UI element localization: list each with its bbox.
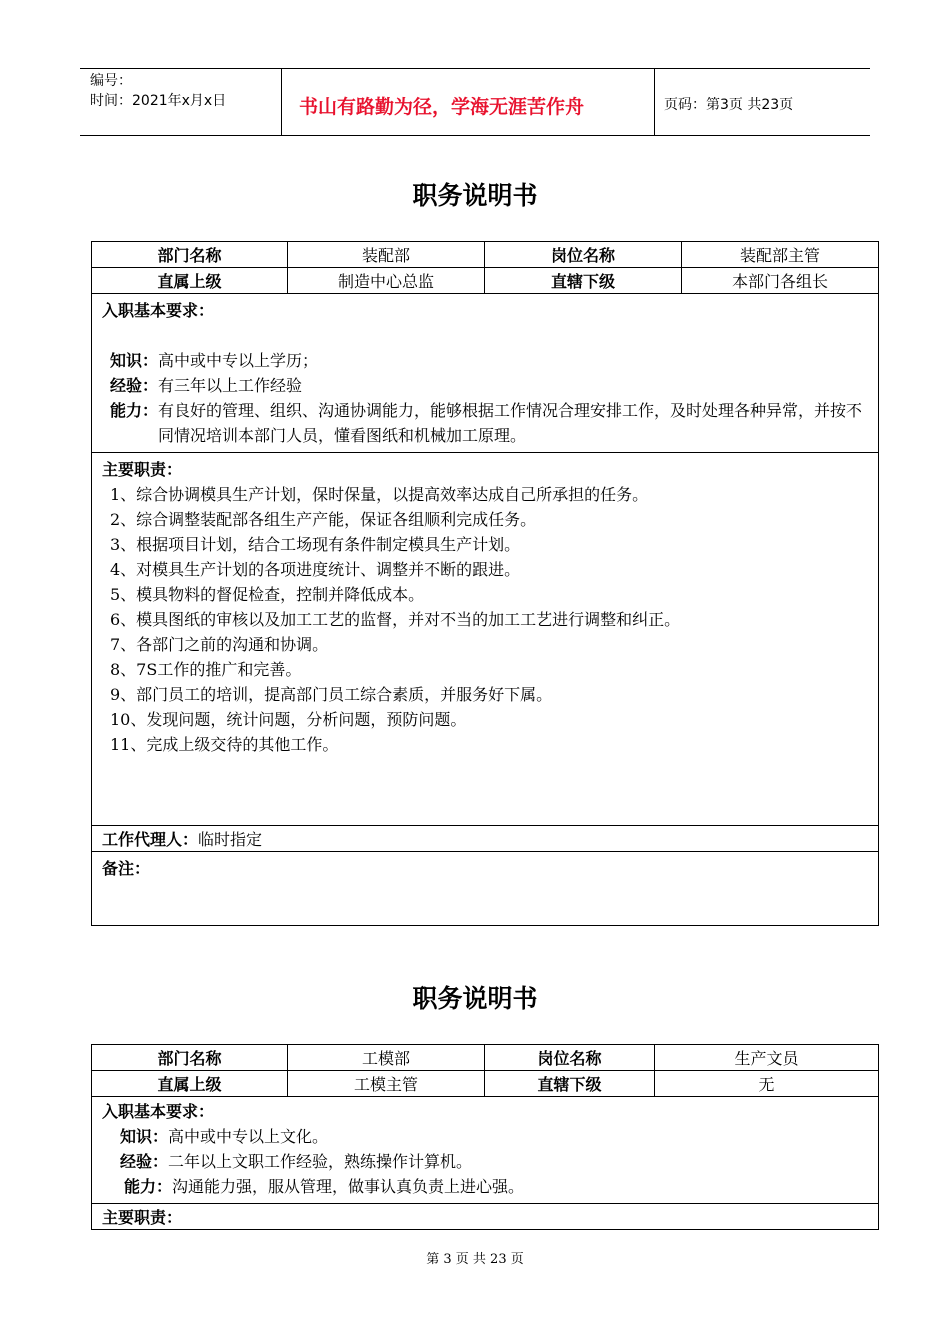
remark-section <box>92 852 879 926</box>
header-bottom-rule <box>80 135 870 136</box>
post-name-value: 生产文员 <box>655 1045 879 1071</box>
ability-label: 能力： <box>124 1177 173 1196</box>
agent-value: 临时指定 <box>198 830 263 849</box>
knowledge-label: 知识： <box>120 1127 169 1146</box>
requirements-heading: 入职基本要求： <box>102 301 215 320</box>
requirements-section <box>92 294 879 453</box>
post-name-label: 岗位名称 <box>485 1045 655 1071</box>
superior-value: 制造中心总监 <box>288 268 485 294</box>
document-title: 职务说明书 <box>412 984 538 1013</box>
dept-name-label: 部门名称 <box>92 1045 288 1071</box>
experience-label: 经验： <box>110 376 159 395</box>
job-description-table <box>91 1044 879 1230</box>
duty-item: 5、模具物料的督促检查，控制并降低成本。 <box>110 585 425 604</box>
experience-row <box>102 1149 868 1174</box>
document-title: 职务说明书 <box>412 181 538 210</box>
subordinate-label: 直辖下级 <box>485 1071 655 1097</box>
duties-section <box>92 453 879 826</box>
header-page-number: 页码：第3页 共23页 <box>664 97 794 113</box>
job-description-table <box>91 241 879 926</box>
dept-name-value: 工模部 <box>288 1045 485 1071</box>
knowledge-value: 高中或中专以上文化。 <box>168 1127 329 1146</box>
duty-item: 10、发现问题，统计问题，分析问题，预防问题。 <box>110 710 467 729</box>
subordinate-value: 本部门各组长 <box>682 268 879 294</box>
document-date: 时间：2021年x月x日 <box>90 93 227 109</box>
dept-name-value: 装配部 <box>288 242 485 268</box>
agent-row <box>92 826 879 852</box>
experience-row <box>102 373 868 398</box>
knowledge-row <box>102 348 868 373</box>
subordinate-value: 无 <box>655 1071 879 1097</box>
knowledge-row <box>102 1124 868 1149</box>
superior-label: 直属上级 <box>92 1071 288 1097</box>
duty-item: 4、对模具生产计划的各项进度统计、调整并不断的跟进。 <box>110 560 521 579</box>
duty-item: 8、7S工作的推广和完善。 <box>110 660 302 679</box>
knowledge-label: 知识： <box>110 351 159 370</box>
experience-label: 经验： <box>120 1152 169 1171</box>
header-divider <box>654 68 655 135</box>
ability-value: 沟通能力强，服从管理，做事认真负责上进心强。 <box>172 1177 525 1196</box>
requirements-heading: 入职基本要求： <box>102 1102 215 1121</box>
duty-item: 3、根据项目计划，结合工场现有条件制定模具生产计划。 <box>110 535 521 554</box>
ability-row <box>102 1174 868 1199</box>
duty-item: 2、综合调整装配部各组生产产能，保证各组顺利完成任务。 <box>110 510 537 529</box>
document-number-label: 编号： <box>90 73 132 89</box>
duty-item: 7、各部门之前的沟通和协调。 <box>110 635 329 654</box>
header-top-rule <box>80 68 870 69</box>
post-name-label: 岗位名称 <box>485 242 682 268</box>
ability-row <box>102 398 868 448</box>
duties-heading: 主要职责： <box>102 460 183 479</box>
dept-name-label: 部门名称 <box>92 242 288 268</box>
ability-value: 有良好的管理、组织、沟通协调能力，能够根据工作情况合理安排工作，及时处理各种异常，并按不同情况培训本部门人员，懂看图纸和机械加工原理。 <box>158 401 863 445</box>
subordinate-label: 直辖下级 <box>485 268 682 294</box>
remark-label: 备注： <box>102 859 151 878</box>
duty-item: 6、模具图纸的审核以及加工工艺的监督，并对不当的加工工艺进行调整和纠正。 <box>110 610 681 629</box>
duty-item: 11、完成上级交待的其他工作。 <box>110 735 339 754</box>
header-divider <box>281 68 282 135</box>
experience-value: 二年以上文职工作经验，熟练操作计算机。 <box>168 1152 473 1171</box>
ability-label: 能力： <box>110 401 159 420</box>
requirements-section <box>92 1097 879 1204</box>
experience-value: 有三年以上工作经验 <box>158 376 303 395</box>
post-name-value: 装配部主管 <box>682 242 879 268</box>
superior-value: 工模主管 <box>288 1071 485 1097</box>
knowledge-value: 高中或中专以上学历； <box>158 351 319 370</box>
superior-label: 直属上级 <box>92 268 288 294</box>
header-motto: 书山有路勤为径，学海无涯苦作舟 <box>299 96 585 118</box>
duties-heading: 主要职责： <box>102 1208 183 1227</box>
agent-label: 工作代理人： <box>102 830 199 849</box>
duties-section <box>92 1204 879 1230</box>
duty-item: 9、部门员工的培训，提高部门员工综合素质，并服务好下属。 <box>110 685 553 704</box>
page-footer: 第 3 页 共 23 页 <box>426 1252 524 1267</box>
duty-item: 1、综合协调模具生产计划，保时保量，以提高效率达成自己所承担的任务。 <box>110 485 649 504</box>
